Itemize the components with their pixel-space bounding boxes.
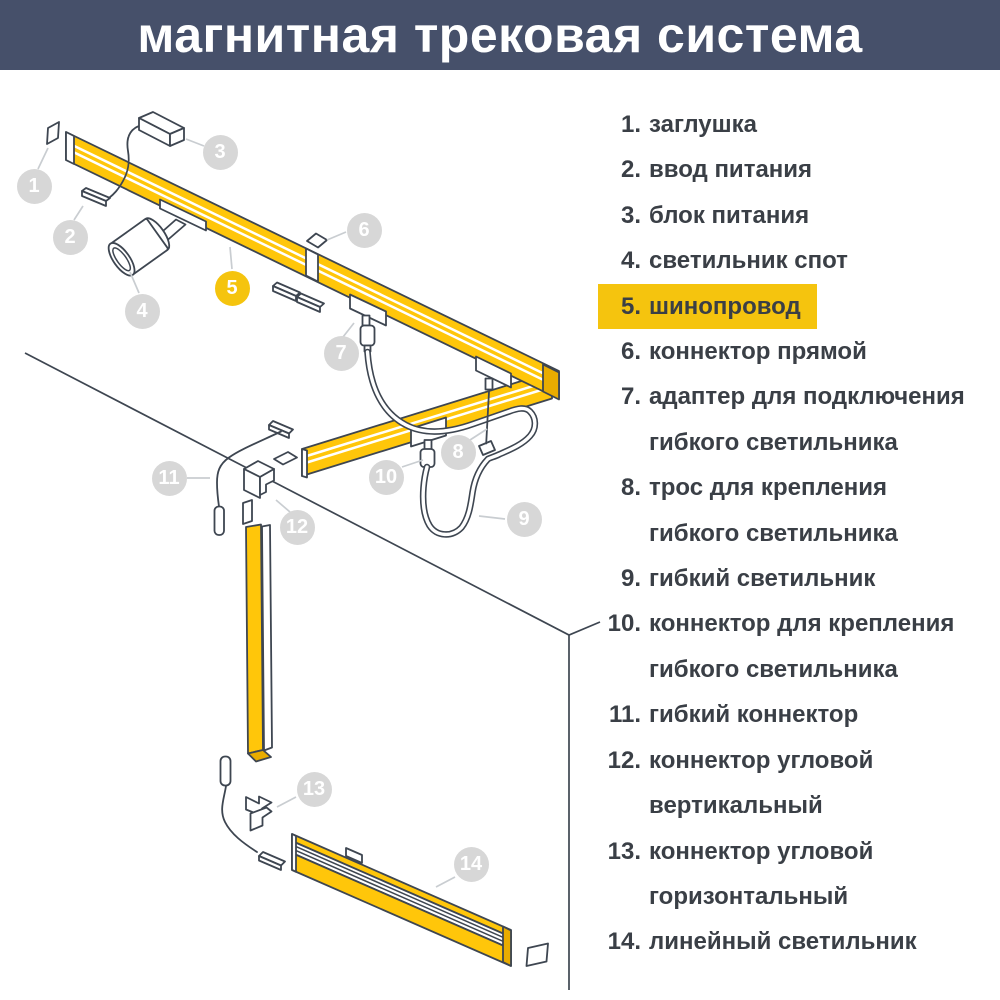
legend-item-10 xyxy=(598,601,979,692)
part-marker-12: 12 xyxy=(280,510,315,545)
legend-item-label: трос для крепления гибкого светильника xyxy=(649,474,898,547)
part-marker-6: 6 xyxy=(347,213,382,248)
end-cap-part xyxy=(47,122,59,144)
page-title: магнитная трековая система xyxy=(137,7,863,63)
legend-item-label: блок питания xyxy=(649,201,810,229)
legend-item-2 xyxy=(598,147,812,192)
legend-item-6 xyxy=(598,329,867,374)
legend-item-13 xyxy=(598,829,979,920)
legend-item-label: адаптер для подключения гибкого светильника xyxy=(649,383,965,456)
legend-item-number: 4. xyxy=(620,247,641,275)
legend-item-label: ввод питания xyxy=(649,156,813,184)
legend-item-label: шинопровод xyxy=(649,292,801,320)
part-marker-3: 3 xyxy=(203,135,238,170)
legend-item-4 xyxy=(598,238,848,283)
legend-item-9 xyxy=(598,556,875,601)
legend-item-number: 14. xyxy=(607,928,641,956)
legend-item-14 xyxy=(598,919,917,964)
part-marker-5: 5 xyxy=(215,271,250,306)
legend-item-number: 2. xyxy=(620,156,641,184)
legend-item-number: 9. xyxy=(620,565,641,593)
part-marker-4: 4 xyxy=(125,294,160,329)
legend-item-number: 7. xyxy=(620,383,641,411)
legend-item-label: коннектор прямой xyxy=(649,338,867,366)
parts-legend xyxy=(598,102,979,965)
legend-item-number: 1. xyxy=(620,111,641,138)
corner-connector-horizontal xyxy=(246,797,272,831)
part-marker-9: 9 xyxy=(507,502,542,537)
part-marker-1: 1 xyxy=(17,169,52,204)
legend-item-label: линейный светильник xyxy=(649,928,917,956)
legend-item-number: 13. xyxy=(607,837,641,865)
legend-item-label: коннектор угловой горизонтальный xyxy=(649,837,874,910)
legend-item-number: 5. xyxy=(620,292,641,320)
legend-item-number: 6. xyxy=(620,338,641,366)
part-marker-11: 11 xyxy=(152,461,187,496)
part-marker-13: 13 xyxy=(297,772,332,807)
part-marker-7: 7 xyxy=(324,336,359,371)
part-marker-2: 2 xyxy=(53,220,88,255)
legend-item-label: гибкий коннектор xyxy=(649,701,859,729)
legend-item-number: 11. xyxy=(608,701,641,729)
legend-item-number: 3. xyxy=(620,201,641,229)
linear-luminaire xyxy=(292,834,548,966)
legend-item-label: светильник спот xyxy=(649,247,848,275)
legend-item-8 xyxy=(598,465,979,556)
legend-item-11 xyxy=(598,692,858,737)
legend-item-1 xyxy=(598,102,757,147)
part-marker-14: 14 xyxy=(454,847,489,882)
legend-item-3 xyxy=(598,193,809,238)
part-marker-8: 8 xyxy=(441,435,476,470)
power-supply-box xyxy=(139,112,184,146)
legend-item-label: коннектор угловой вертикальный xyxy=(649,746,874,820)
legend-item-number: 10. xyxy=(607,610,641,638)
legend-item-12 xyxy=(598,738,979,829)
legend-item-7 xyxy=(598,374,979,465)
vertical-track xyxy=(246,525,272,762)
legend-item-label: гибкий светильник xyxy=(649,565,876,593)
legend-item-5 xyxy=(598,284,817,329)
legend-item-label: заглушка xyxy=(649,111,757,138)
power-feed-part xyxy=(82,188,110,206)
legend-item-label: коннектор для крепления гибкого светильника xyxy=(649,610,955,683)
part-marker-10: 10 xyxy=(369,460,404,495)
legend-item-number: 12. xyxy=(607,746,641,774)
legend-item-number: 8. xyxy=(620,474,641,502)
